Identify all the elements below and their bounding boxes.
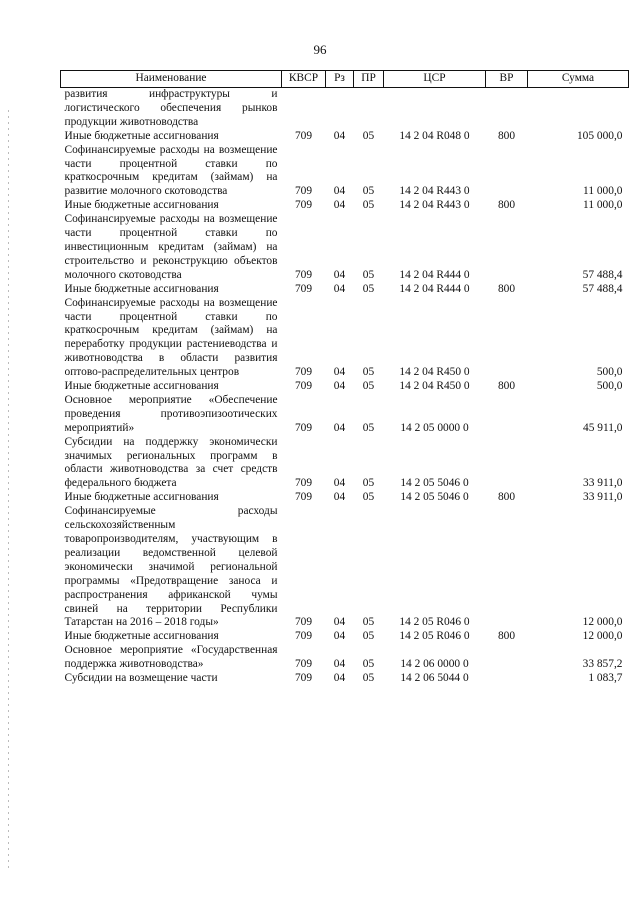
budget-table-container: [60, 70, 628, 686]
table-row: [61, 380, 629, 394]
row-name-cell: Софинансируемые расходы сельскохозяйственным товаропроизводителям, участвующим в реализации ведомственной целевой экономически значимой региональной программы «Предотвращение заноса и распространения африканской чумы свиней на территории Республики Татарстан на 2016 – 2018 годы»: [64, 505, 278, 629]
row-pr-cell: 05: [362, 658, 375, 671]
row-kvsr-cell: [282, 88, 326, 130]
row-pr-cell: 05: [362, 199, 375, 212]
row-kvsr-cell: 709: [294, 658, 313, 671]
row-pr-cell: 05: [362, 268, 375, 281]
table-row: [61, 630, 629, 644]
header-vr: ВР: [486, 71, 528, 88]
row-sum-cell: 12 000,0: [582, 630, 623, 643]
row-kvsr-cell: 709: [294, 616, 313, 629]
row-name-cell: Иные бюджетные ассигнования: [64, 630, 219, 643]
row-sum-cell: 57 488,4: [582, 282, 623, 295]
row-rz-cell: [326, 88, 354, 130]
row-kvsr-cell: 709: [294, 185, 313, 198]
header-name: Наименование: [61, 71, 282, 88]
row-vr-cell: [486, 672, 528, 686]
row-rz-cell: 04: [333, 672, 346, 685]
row-kvsr-cell: 709: [294, 421, 313, 434]
row-csr-cell: 14 2 05 R046 0: [399, 616, 470, 629]
row-sum-cell: [528, 88, 629, 130]
row-rz-cell: 04: [333, 630, 346, 643]
row-sum-cell: 33 911,0: [583, 477, 623, 490]
row-sum-cell: 45 911,0: [583, 421, 623, 434]
row-rz-cell: 04: [333, 380, 346, 393]
row-csr-cell: 14 2 04 R443 0: [399, 185, 470, 198]
row-kvsr-cell: 709: [294, 380, 313, 393]
row-kvsr-cell: 709: [294, 672, 313, 685]
table-row: [61, 505, 629, 630]
row-csr-cell: 14 2 04 R443 0: [399, 199, 470, 212]
row-sum-cell: 57 488,4: [582, 268, 623, 281]
row-vr-cell: [486, 644, 528, 672]
header-kvsr: КВСР: [282, 71, 326, 88]
row-sum-cell: 500,0: [596, 380, 623, 393]
row-rz-cell: 04: [333, 616, 346, 629]
row-vr-cell: 800: [497, 199, 516, 212]
row-name-cell: Софинансируемые расходы на возмещение части процентной ставки по инвестиционным кредитам (займам) на строительство и реконструкцию объектов молочного скотоводства: [64, 213, 278, 281]
row-pr-cell: 05: [362, 185, 375, 198]
header-csr: ЦСР: [384, 71, 486, 88]
row-pr-cell: 05: [362, 366, 375, 379]
row-csr-cell: 14 2 06 0000 0: [400, 658, 469, 671]
table-row: [61, 213, 629, 283]
row-name-cell: Субсидии на поддержку экономически значимых региональных программ в области животноводства за счет средств федерального бюджета: [64, 435, 278, 490]
row-rz-cell: 04: [333, 491, 346, 504]
row-pr-cell: 05: [362, 282, 375, 295]
row-rz-cell: 04: [333, 421, 346, 434]
row-vr-cell: [486, 297, 528, 380]
row-sum-cell: 500,0: [596, 366, 623, 379]
row-pr-cell: 05: [362, 672, 375, 685]
row-rz-cell: 04: [333, 268, 346, 281]
table-header-row: [61, 71, 629, 88]
row-rz-cell: 04: [333, 185, 346, 198]
table-row: [61, 672, 629, 686]
row-pr-cell: 05: [362, 491, 375, 504]
row-sum-cell: 11 000,0: [583, 199, 623, 212]
row-csr-cell: 14 2 04 R450 0: [399, 366, 470, 379]
table-row: [61, 144, 629, 200]
table-row: [61, 130, 629, 144]
row-kvsr-cell: 709: [294, 491, 313, 504]
table-row: [61, 436, 629, 492]
row-name-cell: Иные бюджетные ассигнования: [64, 282, 219, 295]
row-pr-cell: 05: [362, 421, 375, 434]
row-name-cell: Иные бюджетные ассигнования: [64, 199, 219, 212]
row-kvsr-cell: 709: [294, 366, 313, 379]
row-kvsr-cell: 709: [294, 477, 313, 490]
row-csr-cell: 14 2 05 R046 0: [399, 630, 470, 643]
row-csr-cell: 14 2 05 0000 0: [400, 421, 469, 434]
row-vr-cell: 800: [497, 491, 516, 504]
table-row: [61, 283, 629, 297]
table-row: [61, 88, 629, 130]
row-csr-cell: 14 2 04 R444 0: [399, 282, 470, 295]
row-vr-cell: [486, 88, 528, 130]
row-sum-cell: 1 083,7: [588, 672, 623, 685]
row-rz-cell: 04: [333, 282, 346, 295]
row-pr-cell: 05: [362, 477, 375, 490]
row-kvsr-cell: 709: [294, 630, 313, 643]
row-pr-cell: 05: [362, 630, 375, 643]
row-name-cell: Основное мероприятие «Обеспечение проведения противоэпизоотических мероприятий»: [64, 393, 278, 434]
row-csr-cell: 14 2 04 R444 0: [399, 268, 470, 281]
header-sum: Сумма: [528, 71, 629, 88]
row-sum-cell: 12 000,0: [582, 616, 623, 629]
row-name-cell: Софинансируемые расходы на возмещение части процентной ставки по краткосрочным кредитам (займам) на развитие молочного скотоводства: [64, 143, 278, 198]
row-pr-cell: 05: [362, 129, 375, 142]
row-name-cell: развития инфраструктуры и логистического обеспечения рынков продукции животноводства: [64, 88, 278, 128]
row-vr-cell: [486, 144, 528, 200]
row-rz-cell: 04: [333, 129, 346, 142]
margin-marks: [8, 110, 9, 870]
row-name-cell: Субсидии на возмещение части: [64, 672, 218, 685]
row-kvsr-cell: 709: [294, 129, 313, 142]
row-kvsr-cell: 709: [294, 282, 313, 295]
row-vr-cell: 800: [497, 282, 516, 295]
row-csr-cell: 14 2 04 R048 0: [399, 129, 470, 142]
row-pr-cell: [354, 88, 384, 130]
row-kvsr-cell: 709: [294, 199, 313, 212]
row-vr-cell: [486, 505, 528, 630]
row-name-cell: Иные бюджетные ассигнования: [64, 491, 219, 504]
row-csr-cell: 14 2 06 5044 0: [400, 672, 469, 685]
header-rz: Рз: [326, 71, 354, 88]
row-vr-cell: 800: [497, 630, 516, 643]
table-row: [61, 644, 629, 672]
row-name-cell: Софинансируемые расходы на возмещение части процентной ставки по краткосрочным кредитам (займам) на переработку продукции растениеводства и животноводства в области развития оптово-распределительных центров: [64, 296, 278, 379]
row-kvsr-cell: 709: [294, 268, 313, 281]
row-vr-cell: 800: [497, 380, 516, 393]
row-vr-cell: [486, 213, 528, 283]
budget-table: [60, 70, 629, 686]
row-rz-cell: 04: [333, 366, 346, 379]
row-sum-cell: 33 911,0: [583, 491, 623, 504]
row-vr-cell: [486, 436, 528, 492]
row-csr-cell: 14 2 04 R450 0: [399, 380, 470, 393]
row-name-cell: Основное мероприятие «Государственная поддержка животноводства»: [64, 644, 278, 671]
row-rz-cell: 04: [333, 477, 346, 490]
row-sum-cell: 105 000,0: [576, 129, 623, 142]
row-csr-cell: 14 2 05 5046 0: [400, 491, 469, 504]
table-row: [61, 491, 629, 505]
row-csr-cell: 14 2 05 5046 0: [400, 477, 469, 490]
row-name-cell: Иные бюджетные ассигнования: [64, 380, 219, 393]
row-sum-cell: 11 000,0: [583, 185, 623, 198]
table-row: [61, 297, 629, 380]
row-vr-cell: 800: [497, 129, 516, 142]
table-body: [61, 88, 629, 686]
header-pr: ПР: [354, 71, 384, 88]
table-row: [61, 199, 629, 213]
row-name-cell: Иные бюджетные ассигнования: [64, 129, 219, 142]
row-vr-cell: [486, 394, 528, 436]
row-pr-cell: 05: [362, 380, 375, 393]
page-number: 96: [313, 42, 327, 57]
row-rz-cell: 04: [333, 658, 346, 671]
row-pr-cell: 05: [362, 616, 375, 629]
row-csr-cell: [384, 88, 486, 130]
row-sum-cell: 33 857,2: [582, 658, 623, 671]
table-row: [61, 394, 629, 436]
row-rz-cell: 04: [333, 199, 346, 212]
